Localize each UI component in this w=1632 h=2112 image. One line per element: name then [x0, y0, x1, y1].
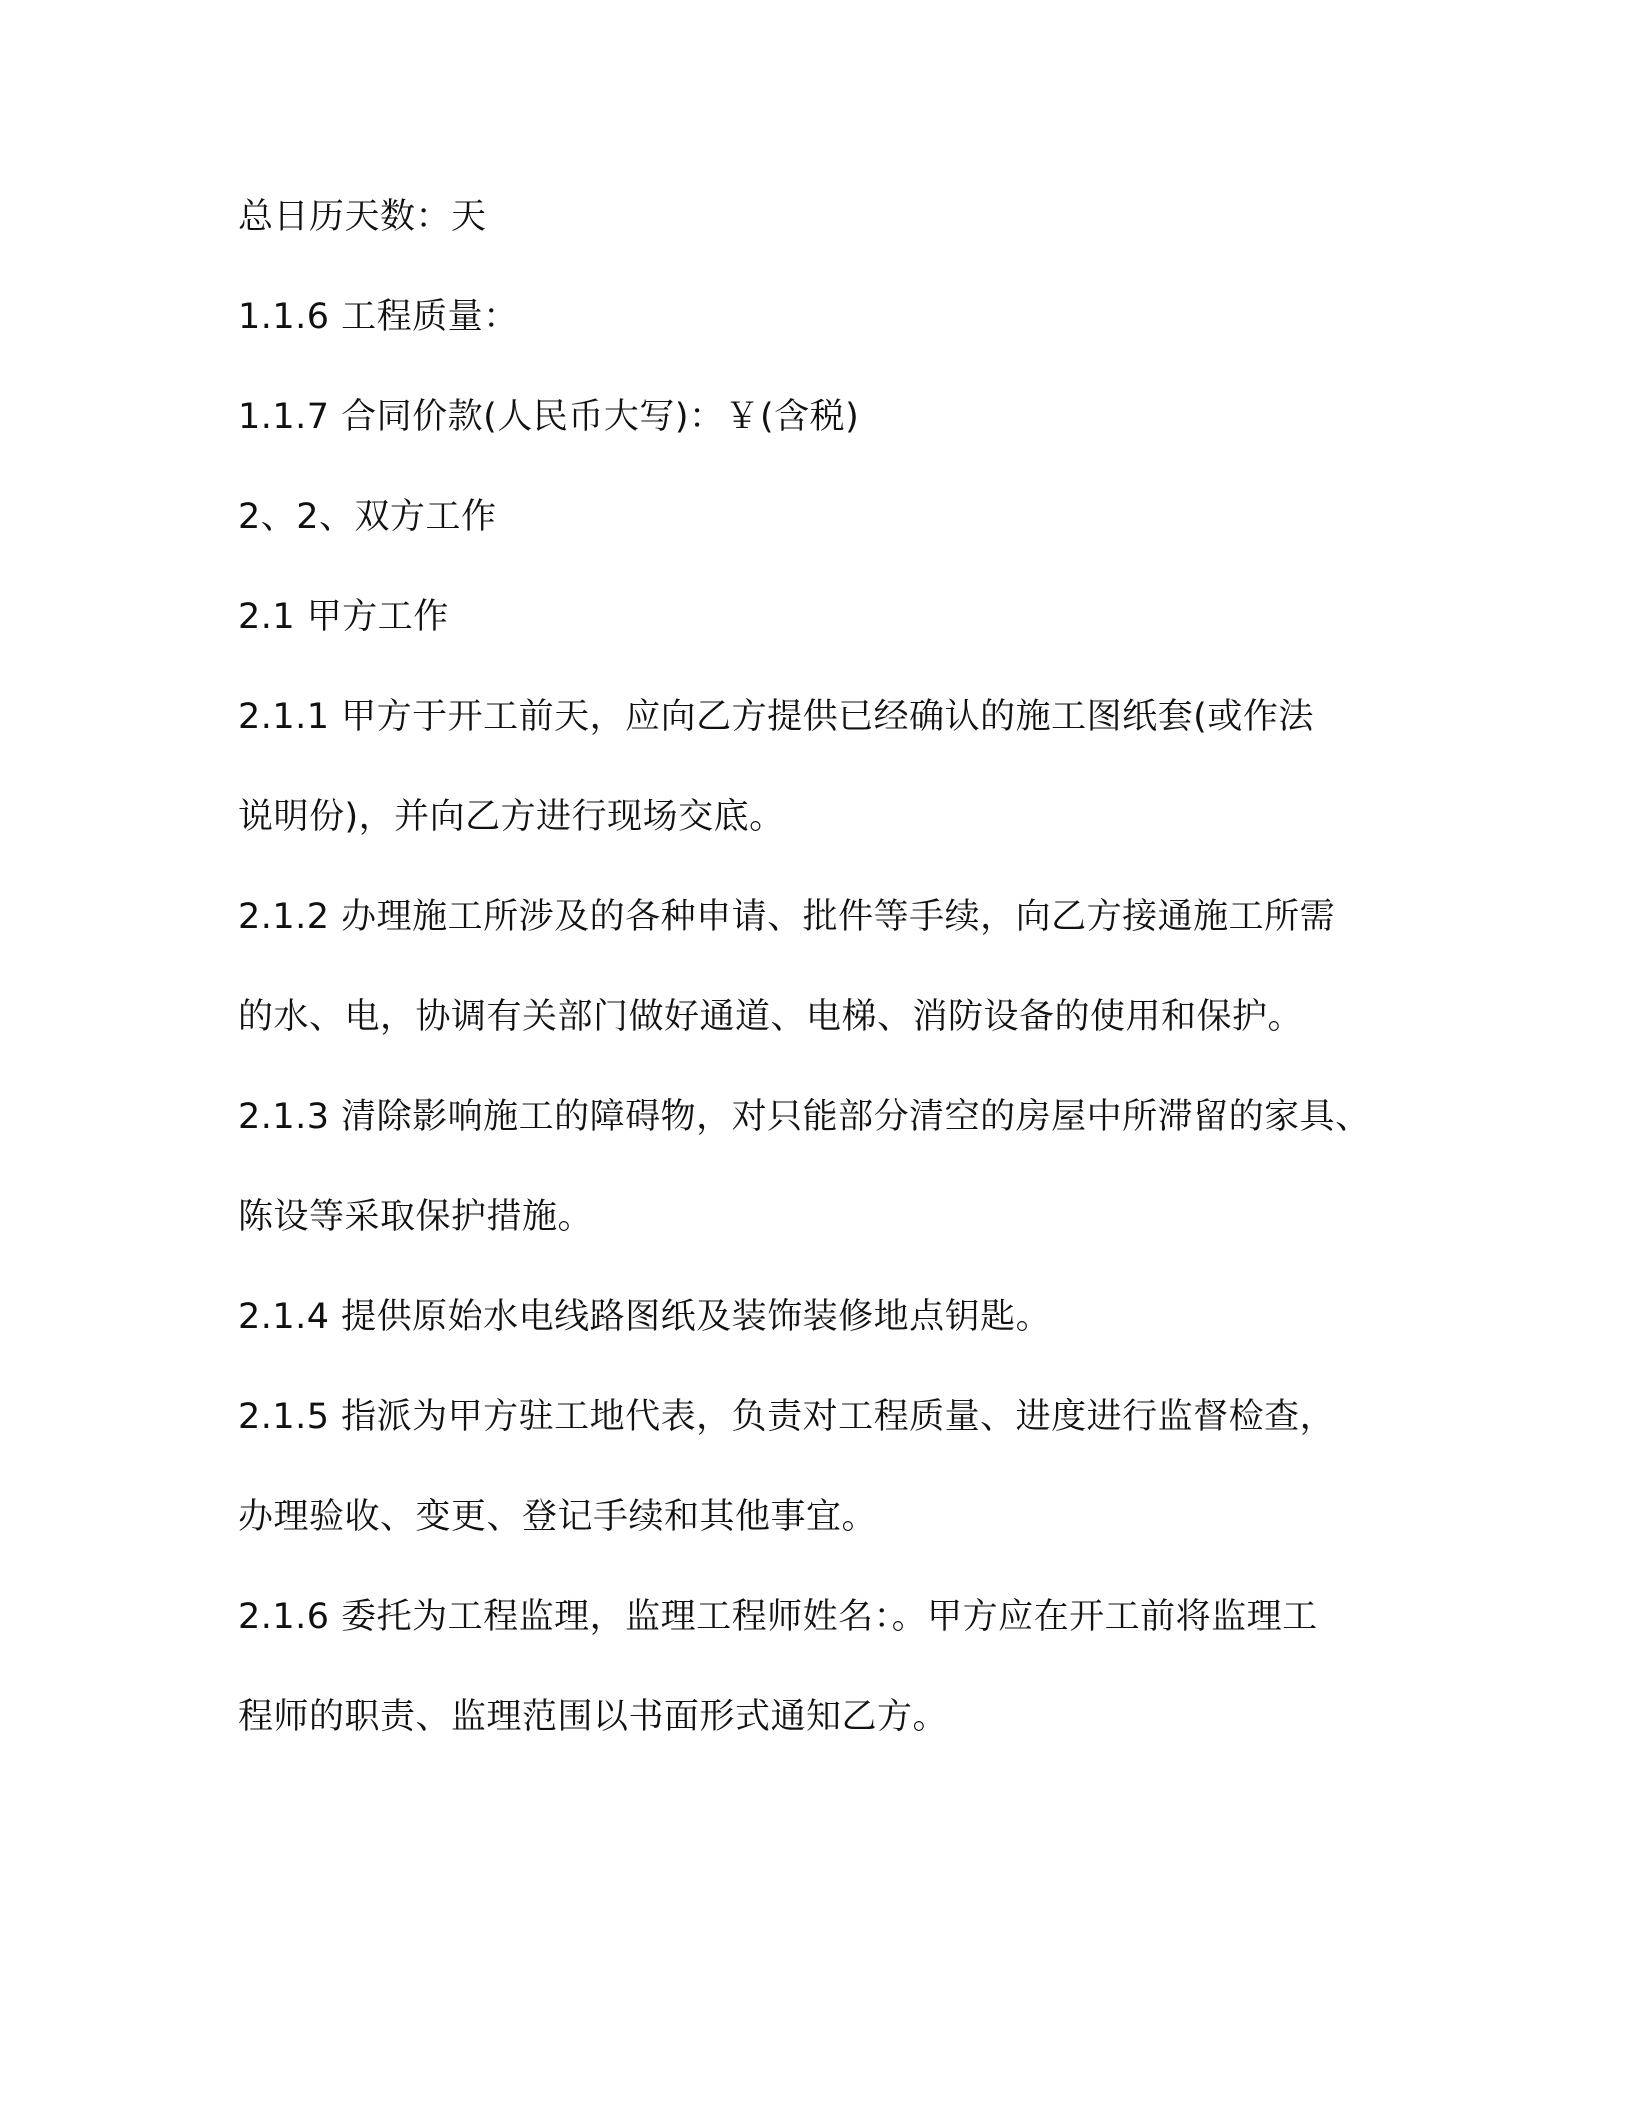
clause-2-1-2-line-1: 2.1.2 办理施工所涉及的各种申请、批件等手续，向乙方接通施工所需 — [238, 897, 1336, 937]
clause-2-1-5-line-1: 2.1.5 指派为甲方驻工地代表，负责对工程质量、进度进行监督检查， — [238, 1397, 1336, 1437]
clause-2-1-1-line-1: 2.1.1 甲方于开工前天，应向乙方提供已经确认的施工图纸套(或作法 — [238, 697, 1314, 737]
clause-2-1-1-line-2: 说明份)，并向乙方进行现场交底。 — [238, 797, 785, 837]
section-2-1-heading: 2.1 甲方工作 — [238, 597, 449, 637]
section-2-heading: 2、2、双方工作 — [238, 497, 497, 537]
clause-2-1-2-line-2: 的水、电，协调有关部门做好通道、电梯、消防设备的使用和保护。 — [238, 997, 1304, 1037]
clause-1-1-6-line: 1.1.6 工程质量： — [238, 297, 519, 337]
clause-2-1-6-line-1: 2.1.6 委托为工程监理，监理工程师姓名：。甲方应在开工前将监理工 — [238, 1597, 1318, 1637]
clause-2-1-3-line-1: 2.1.3 清除影响施工的障碍物，对只能部分清空的房屋中所滞留的家具、 — [238, 1097, 1371, 1137]
clause-1-1-7-line: 1.1.7 合同价款(人民币大写)：￥(含税) — [238, 397, 860, 437]
clause-2-1-3-line-2: 陈设等采取保护措施。 — [238, 1197, 594, 1237]
total-calendar-days-line: 总日历天数：天 — [238, 197, 487, 237]
clause-2-1-6-line-2: 程师的职责、监理范围以书面形式通知乙方。 — [238, 1697, 949, 1737]
clause-2-1-4-line: 2.1.4 提供原始水电线路图纸及装饰装修地点钥匙。 — [238, 1297, 1052, 1337]
clause-2-1-5-line-2: 办理验收、变更、登记手续和其他事宜。 — [238, 1497, 878, 1537]
